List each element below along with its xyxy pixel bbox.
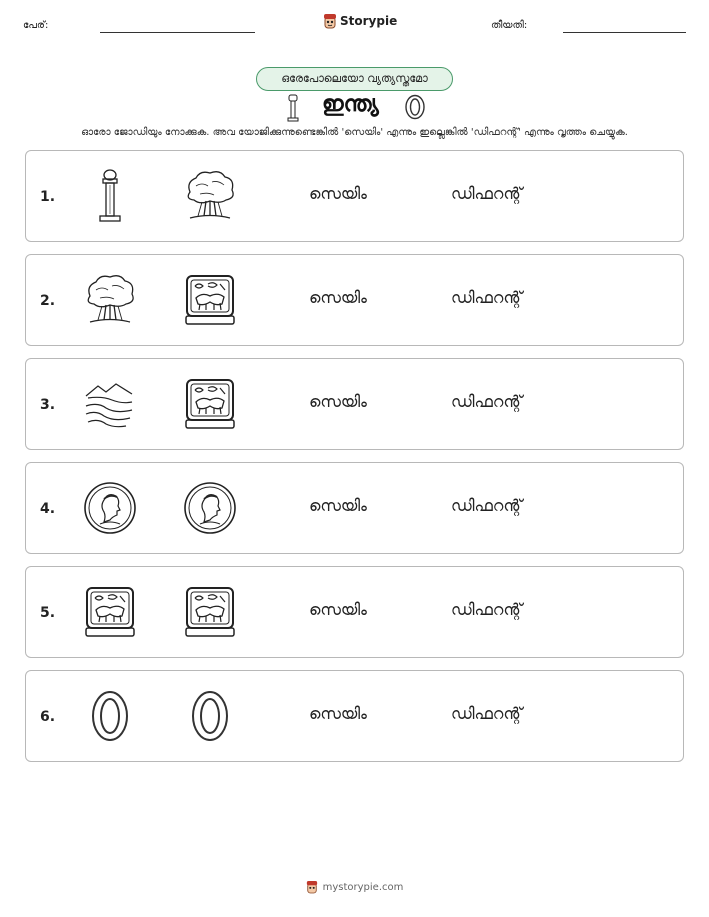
date-label: തീയതി: <box>491 20 528 31</box>
logo-text: Storypie <box>340 14 398 28</box>
same-option[interactable]: സെയിം <box>309 600 367 619</box>
footer-url[interactable]: mystorypie.com <box>322 881 404 893</box>
ancient-coin-icon <box>82 480 138 536</box>
ashoka-pillar-icon <box>286 94 300 122</box>
indus-seal-icon <box>82 584 138 640</box>
row-number: 4. <box>40 501 56 517</box>
different-option[interactable]: ഡിഫറന്റ് <box>451 184 523 203</box>
zero-numeral-icon <box>82 688 138 744</box>
row-number: 2. <box>40 293 56 309</box>
banyan-tree-icon <box>182 168 238 224</box>
page-footer <box>0 880 709 894</box>
storypie-mascot-icon <box>306 880 318 894</box>
pair-row-4 <box>25 462 684 554</box>
banyan-tree-icon <box>82 272 138 328</box>
row-number: 1. <box>40 189 56 205</box>
same-option[interactable]: സെയിം <box>309 392 367 411</box>
storypie-mascot-icon <box>323 13 337 29</box>
row-number: 5. <box>40 605 56 621</box>
indus-seal-icon <box>182 584 238 640</box>
zero-numeral-icon <box>182 688 238 744</box>
different-option[interactable]: ഡിഫറന്റ് <box>451 496 523 515</box>
pair-row-3 <box>25 358 684 450</box>
ashoka-pillar-icon <box>82 168 138 224</box>
pair-row-1 <box>25 150 684 242</box>
instructions-text: ഓരോ ജോഡിയും നോക്കുക. അവ യോജിക്കുന്നുണ്ടെങ്കിൽ 'സെയിം' എന്നും ഇല്ലെങ്കിൽ 'ഡിഫറന്റ്' എന്നും വൃത്തം ചെയ്യുക. <box>81 127 628 138</box>
name-field[interactable] <box>100 32 255 33</box>
pair-row-5 <box>25 566 684 658</box>
row-number: 3. <box>40 397 56 413</box>
same-option[interactable]: സെയിം <box>309 184 367 203</box>
zero-numeral-icon <box>404 94 426 120</box>
worksheet-type-badge <box>256 67 453 91</box>
different-option[interactable]: ഡിഫറന്റ് <box>451 288 523 307</box>
different-option[interactable]: ഡിഫറന്റ് <box>451 392 523 411</box>
same-option[interactable]: സെയിം <box>309 704 367 723</box>
pair-row-2 <box>25 254 684 346</box>
same-option[interactable]: സെയിം <box>309 496 367 515</box>
different-option[interactable]: ഡിഫറന്റ് <box>451 704 523 723</box>
indus-seal-icon <box>182 376 238 432</box>
page-header <box>0 0 709 50</box>
different-option[interactable]: ഡിഫറന്റ് <box>451 600 523 619</box>
name-label: പേര്: <box>23 20 49 31</box>
date-field[interactable] <box>563 32 686 33</box>
pair-row-6 <box>25 670 684 762</box>
badge-label: ഒരേപോലെയോ വ്യത്യസ്തമോ <box>281 72 428 85</box>
worksheet-title-row <box>0 92 709 124</box>
page-title: ഇന്ത്യ <box>322 92 379 117</box>
river-icon <box>82 376 138 432</box>
storypie-logo <box>323 13 397 29</box>
indus-seal-icon <box>182 272 238 328</box>
same-option[interactable]: സെയിം <box>309 288 367 307</box>
ancient-coin-icon <box>182 480 238 536</box>
row-number: 6. <box>40 709 56 725</box>
